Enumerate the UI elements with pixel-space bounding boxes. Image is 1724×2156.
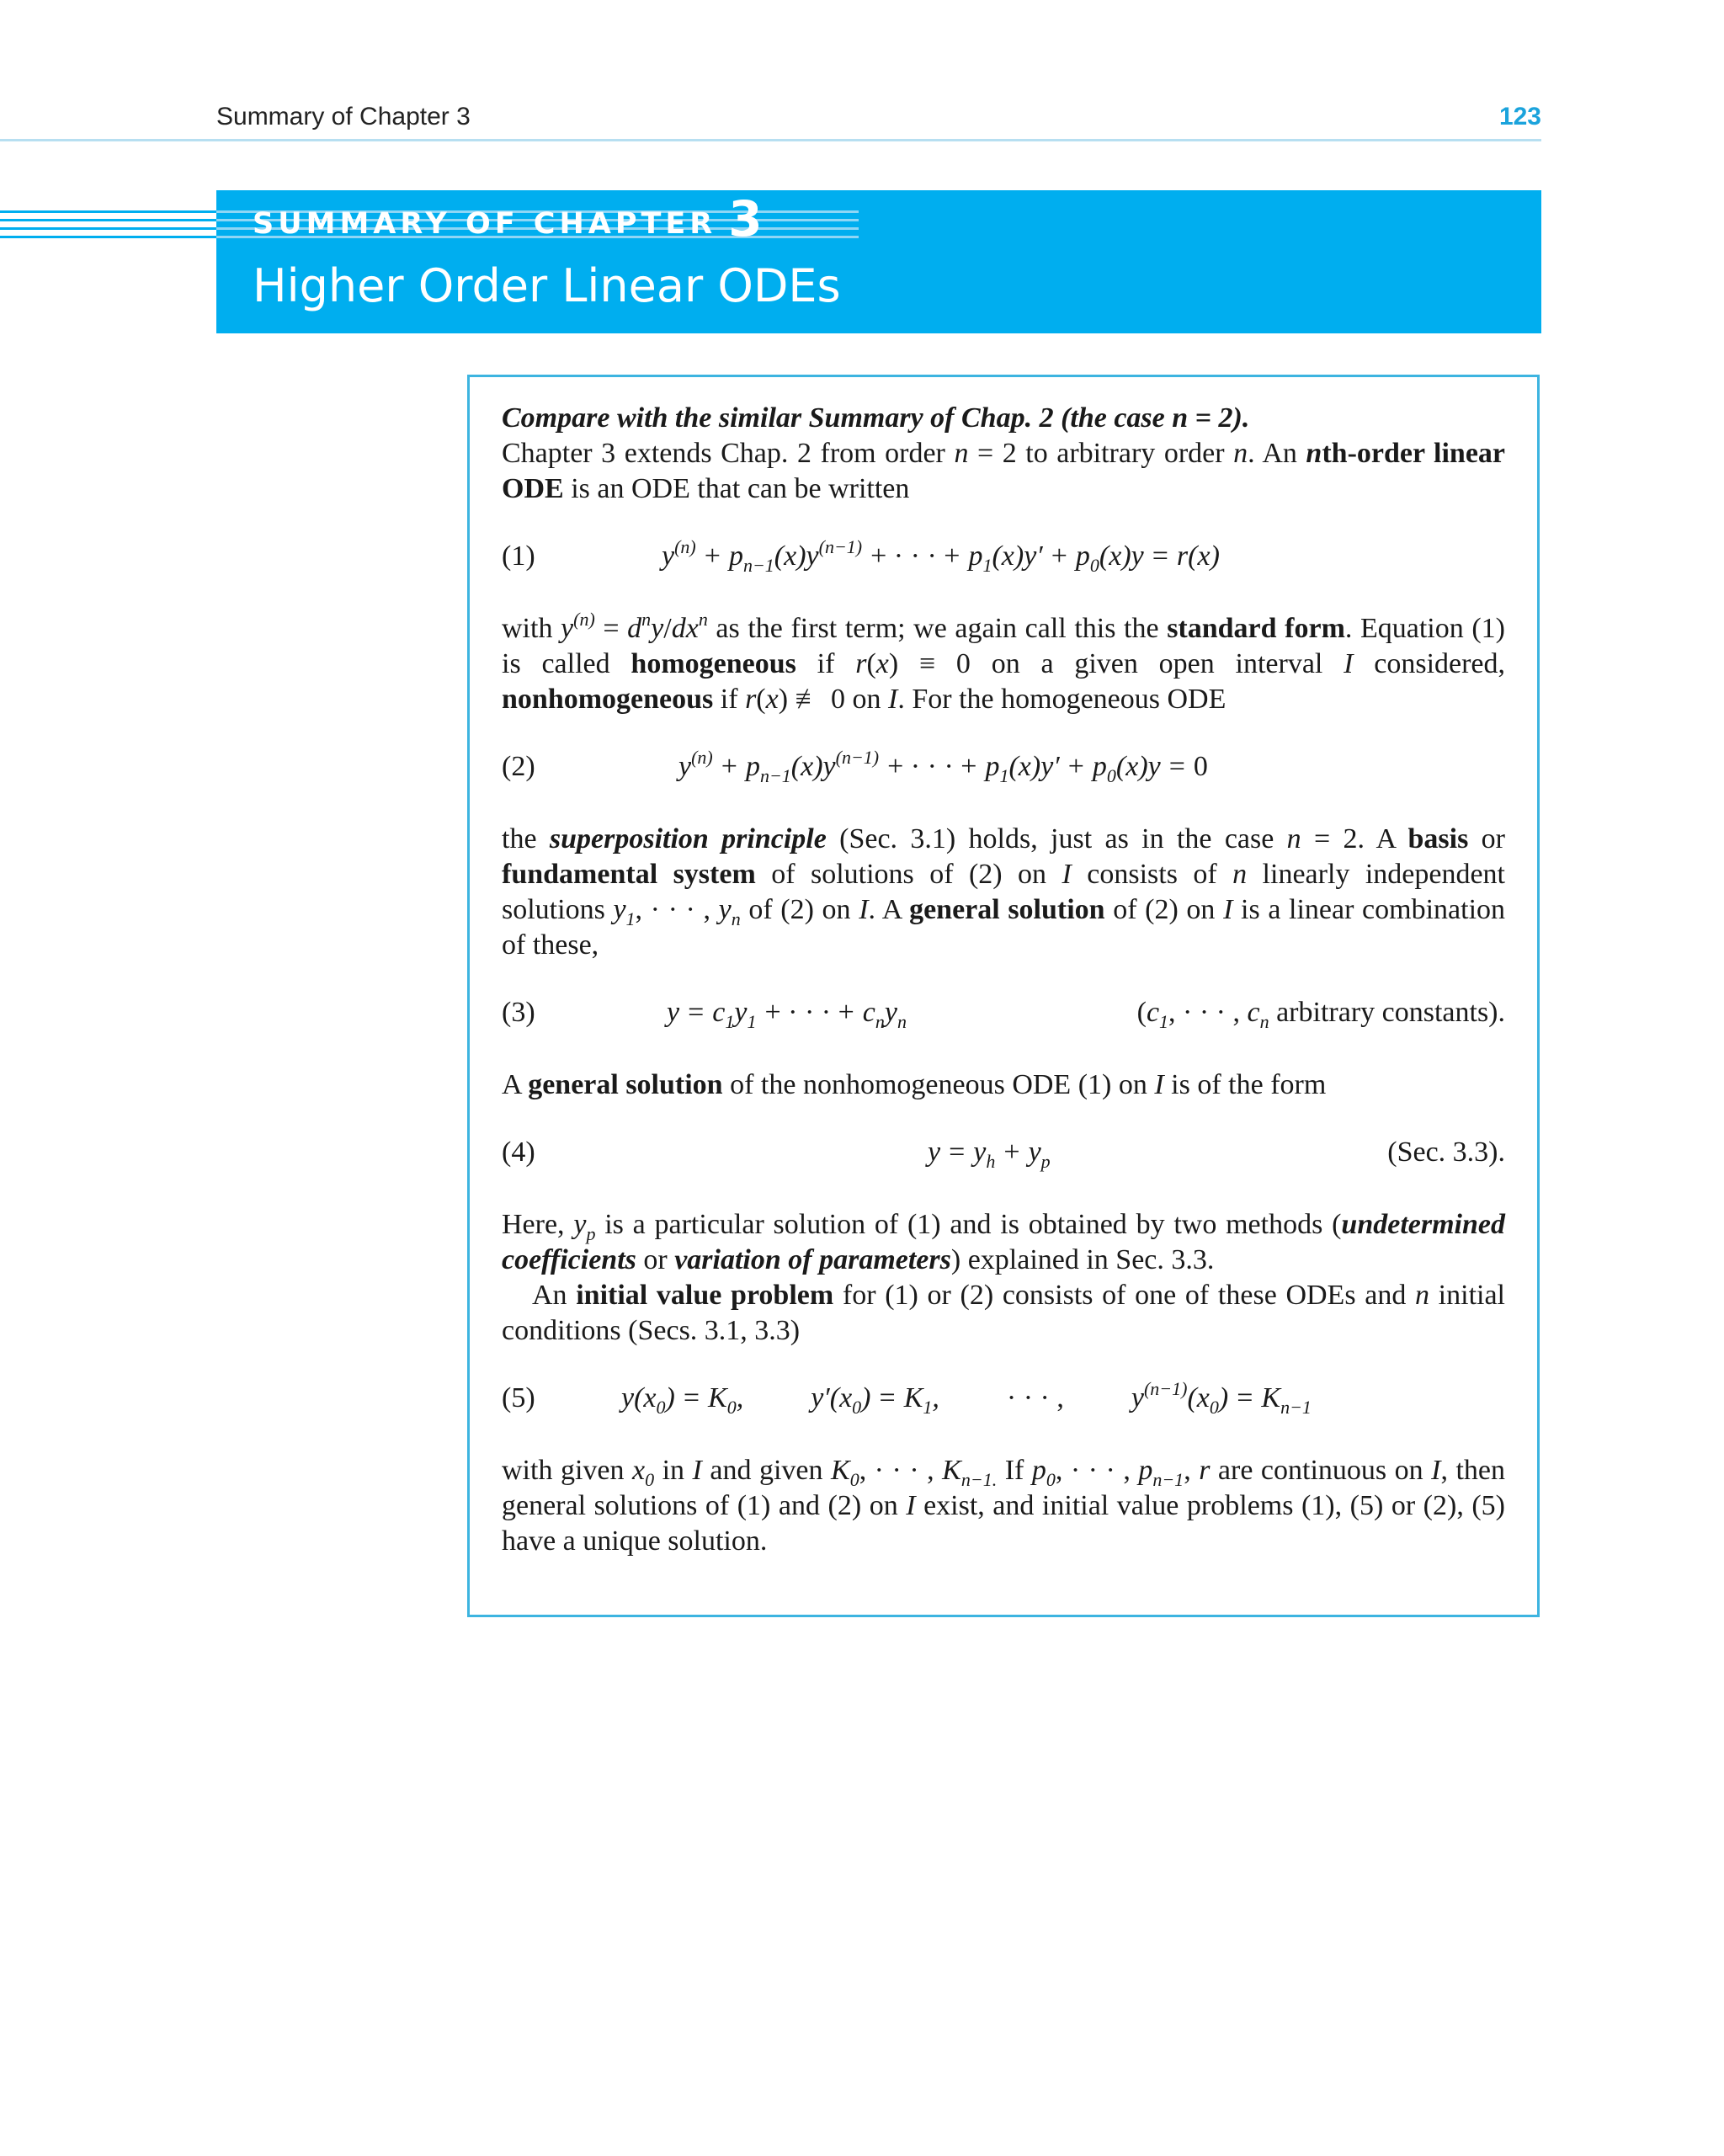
equation-note: (Sec. 3.3).	[1387, 1137, 1505, 1168]
equation-1: (1) $y^{(n)} + p_{n-1}(x)y^{(n-1)}$ + · · · + $p_1(x)y' + p_0(x)y = r(x)$	[502, 536, 1220, 576]
page-number: 123	[1498, 103, 1541, 130]
paragraph-superposition: the superposition principle (Sec. 3.1) holds, just as in the case n = 2. A basis or fundamental system of solutions of (2) on I consists of n linearly independent solutions $y_1$, · · · , $y_n$ of (2) on I. A general solution of (2) on I is a linear combination of these,	[502, 823, 1506, 961]
equation-2: (2) $y^{(n)} + p_{n-1}(x)y^{(n-1)}$ + · · · + $p_1(x)y' + p_0(x)y = 0$	[502, 747, 1208, 786]
decorative-line	[0, 236, 216, 238]
paragraph-general-solution: A general solution of the nonhomogeneous ODE (1) on I is of the form	[502, 1069, 1327, 1100]
summary-content	[502, 401, 1505, 1559]
chapter-number: 3	[728, 190, 763, 248]
equation-label: (1)	[502, 540, 535, 572]
header-rule	[0, 139, 1541, 141]
kicker-text: SUMMARY OF CHAPTER	[253, 207, 717, 241]
equation-label: (2)	[502, 751, 535, 782]
equation-5: (5) $y(x_0) = K_0$, $y'(x_0) = K_1$, · · · , $y^{(n-1)}(x_0) = K_{n-1}$	[502, 1378, 1312, 1418]
paragraph-initial-value: An initial value problem for (1) or (2) consists of one of these ODEs and n initial conditions (Secs. 3.1, 3.3)	[502, 1280, 1505, 1346]
decorative-line	[0, 227, 216, 230]
paragraph-definition: Chapter 3 extends Chap. 2 from order n = 2 to arbitrary order n. An nth-order linear ODE is an ODE that can be written	[502, 438, 1505, 504]
chapter-title: Higher Order Linear ODEs	[253, 259, 841, 312]
paragraph-existence: with given $x_0$ in I and given $K_0$, · · · , $K_{n-1.}$ If $p_0$, · · · , $p_{n-1}$, r are continuous on I, then general solutions of (1) and (2) on I exist, and initial value problems (1), (5) or (2), (5) have a unique solution.	[502, 1455, 1506, 1557]
equation-label: (5)	[502, 1382, 535, 1413]
paragraph-particular-solution: Here, $y_p$ is a particular solution of (1) and is obtained by two methods (undetermined coefficients or variation of parameters) explained in Sec. 3.3.	[502, 1209, 1505, 1275]
running-header-title: Summary of Chapter 3	[216, 103, 471, 130]
chapter-kicker	[253, 190, 763, 248]
paragraph-standard-form: with $y^{(n)} = d^ny/dx^n$ as the first term; we again call this the standard form. Equation (1) is called homogeneous if r(x) ≡ 0 on a given open interval I considered, nonhomogeneous if r(x) ≢ 0 on I. For the homogeneous ODE	[502, 609, 1506, 715]
equation-3: (3) $y = c_1y_1$ + · · · + $c_ny_n$ ($c_1$, · · · , $c_n$ arbitrary constants).	[502, 997, 1505, 1032]
equation-label: (3)	[502, 997, 535, 1028]
equation-label: (4)	[502, 1137, 535, 1168]
intro-heading: Compare with the similar Summary of Chap. 2 (the case n = 2).	[502, 402, 1250, 434]
decorative-line	[0, 210, 216, 213]
decorative-line	[0, 219, 216, 221]
equation-note: ($c_1$, · · · , $c_n$ arbitrary constants).	[1136, 997, 1505, 1032]
equation-4: (4) $y = y_h + y_p$ (Sec. 3.3).	[502, 1137, 1505, 1172]
